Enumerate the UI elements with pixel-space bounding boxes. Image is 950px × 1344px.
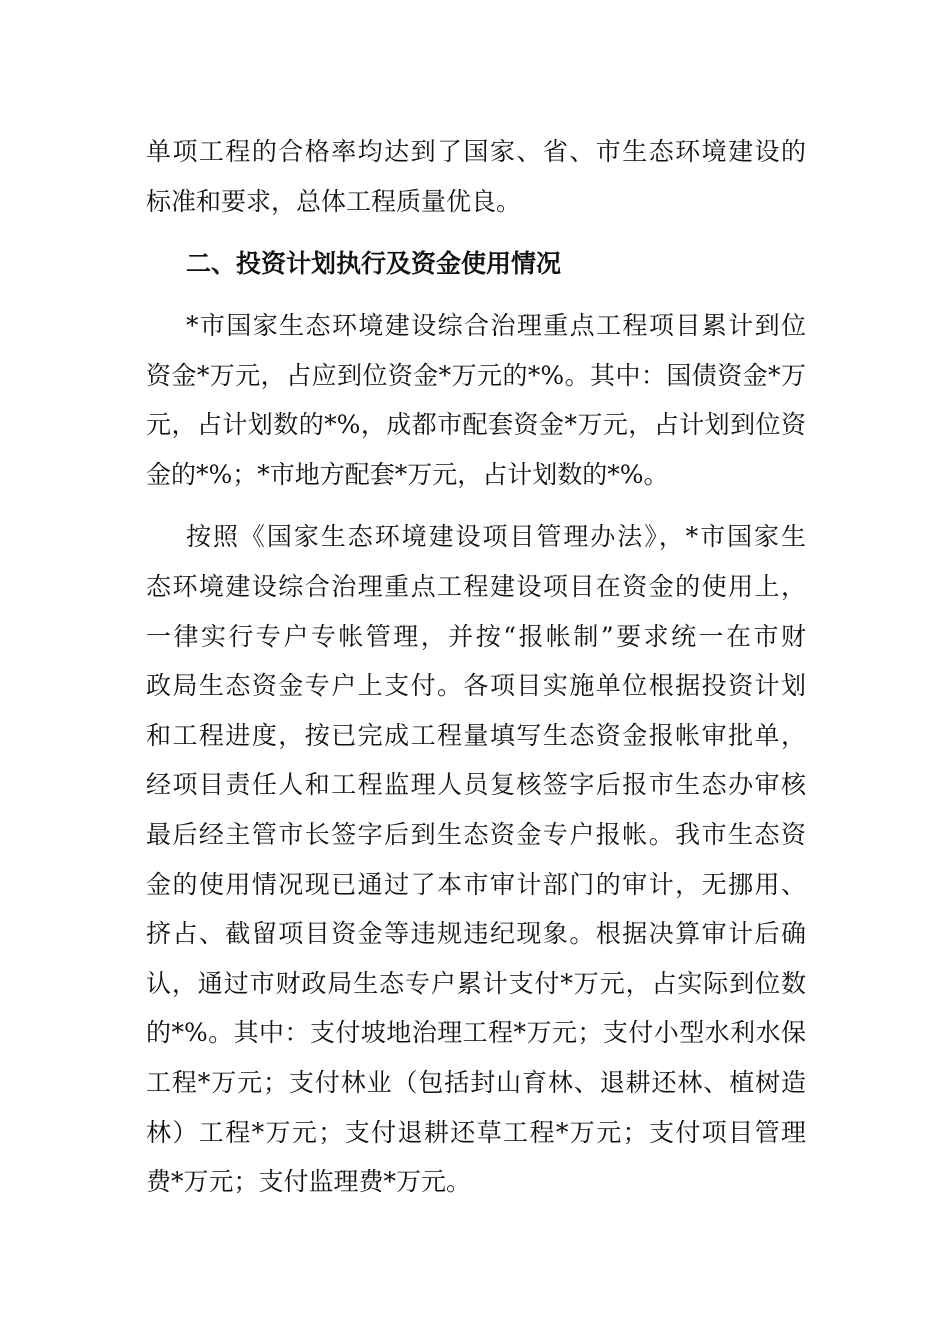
paragraph-3-line-9: 挤占、截留项目资金等违规违纪现象。根据决算审计后确 <box>146 919 806 948</box>
paragraph-3-line-6: 经项目责任人和工程监理人员复核签字后报市生态办审核 <box>146 770 806 799</box>
paragraph-2-line-3: 元，占计划数的*%，成都市配套资金*万元，占计划到位资 <box>146 410 806 439</box>
paragraph-2-line-2: 资金*万元，占应到位资金*万元的*%。其中：国债资金*万 <box>146 361 806 390</box>
paragraph-3-line-11: 的*%。其中：支付坡地治理工程*万元；支付小型水利水保 <box>146 1018 806 1047</box>
paragraph-3-line-2: 态环境建设综合治理重点工程建设项目在资金的使用上， <box>146 572 806 601</box>
paragraph-2-line-1: *市国家生态环境建设综合治理重点工程项目累计到位 <box>186 311 806 340</box>
paragraph-3-line-7: 最后经主管市长签字后到生态资金专户报帐。我市生态资 <box>146 820 806 849</box>
section-heading: 二、投资计划执行及资金使用情况 <box>186 249 562 278</box>
paragraph-3-line-3: 一律实行专户专帐管理，并按“报帐制”要求统一在市财 <box>146 622 806 651</box>
paragraph-3-line-1: 按照《国家生态环境建设项目管理办法》，*市国家生 <box>186 522 806 551</box>
paragraph-2-line-4: 金的*%；*市地方配套*万元，占计划数的*%。 <box>146 460 669 489</box>
paragraph-3-line-8: 金的使用情况现已通过了本市审计部门的审计，无挪用、 <box>146 870 806 899</box>
paragraph-3-line-10: 认，通过市财政局生态专户累计支付*万元，占实际到位数 <box>146 969 806 998</box>
paragraph-1-line-2: 标准和要求，总体工程质量优良。 <box>146 187 522 216</box>
paragraph-1-line-1: 单项工程的合格率均达到了国家、省、市生态环境建设的 <box>146 137 806 166</box>
paragraph-3-line-5: 和工程进度，按已完成工程量填写生态资金报帐审批单， <box>146 721 806 750</box>
paragraph-3-line-4: 政局生态资金专户上支付。各项目实施单位根据投资计划 <box>146 671 806 700</box>
paragraph-3-line-14: 费*万元；支付监理费*万元。 <box>146 1167 472 1196</box>
paragraph-3-line-12: 工程*万元；支付林业（包括封山育林、退耕还林、植树造 <box>146 1068 806 1097</box>
paragraph-3-line-13: 林）工程*万元；支付退耕还草工程*万元；支付项目管理 <box>146 1118 806 1147</box>
